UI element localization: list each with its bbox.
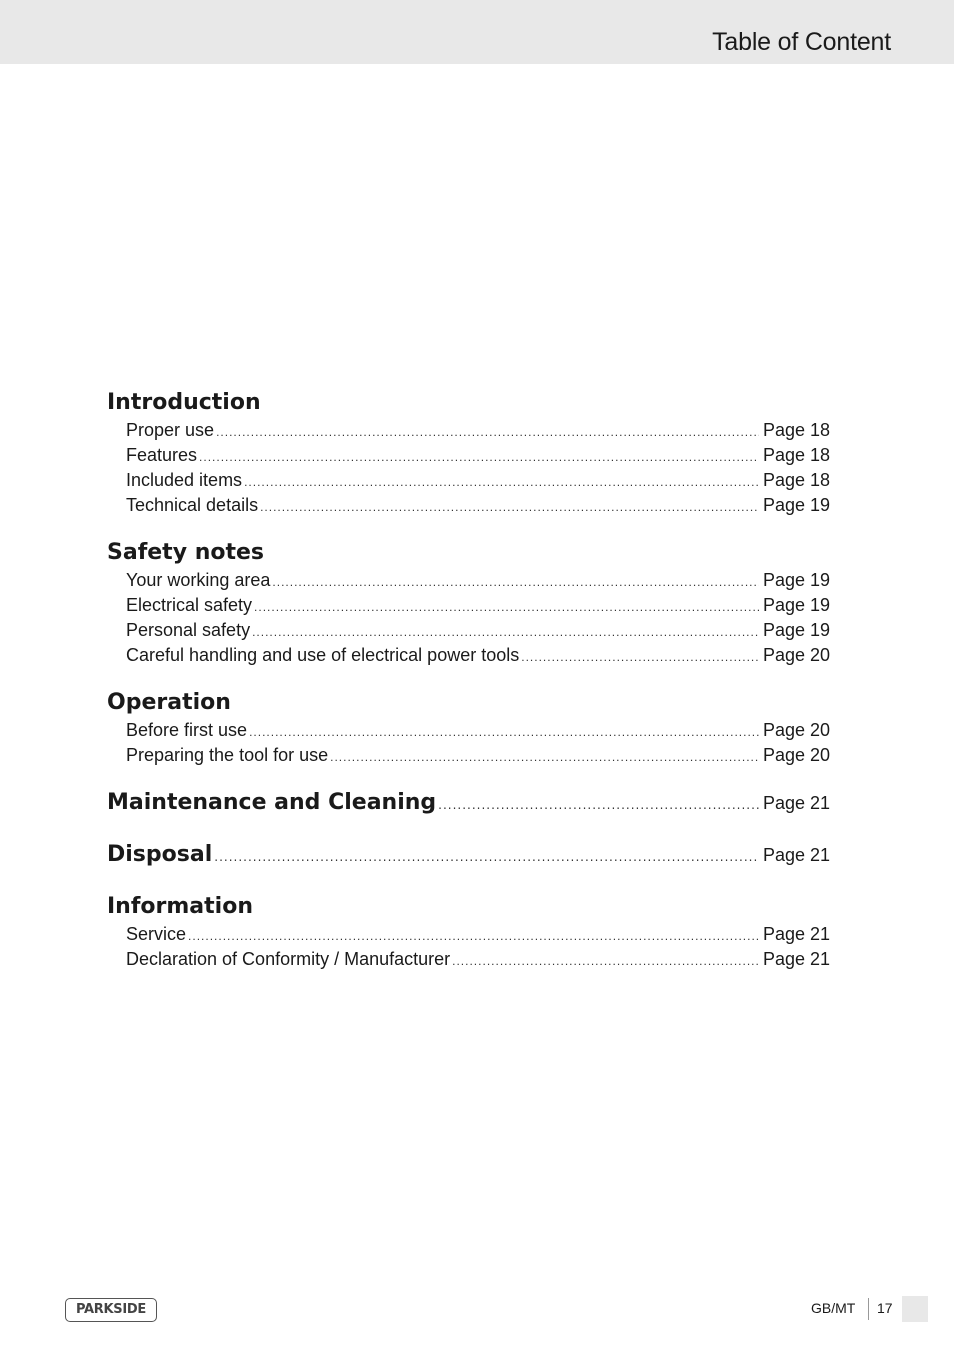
toc-entry-page: Page 20 (762, 720, 830, 740)
toc-entry-label: Your working area (126, 570, 271, 590)
section-heading[interactable]: Safety notes (107, 540, 265, 565)
toc-entry-page: Page 21 (762, 793, 830, 813)
toc-entry-label: Proper use (126, 420, 215, 440)
toc-entry-page: Page 21 (762, 924, 830, 944)
dot-leader (438, 790, 759, 820)
section-heading[interactable]: Information (107, 894, 253, 919)
dot-leader (330, 745, 759, 770)
toc-entry[interactable] (126, 922, 830, 947)
toc-entry[interactable] (126, 443, 830, 468)
toc-entry[interactable] (126, 568, 830, 593)
section-introduction (107, 388, 830, 518)
toc-entry-page: Page 19 (762, 595, 830, 615)
dot-leader (252, 620, 759, 645)
toc-entry-label: Service (126, 924, 187, 944)
section-maintenance[interactable] (107, 788, 830, 818)
section-operation (107, 688, 830, 768)
toc-entry-page: Page 18 (762, 445, 830, 465)
dot-leader (244, 470, 759, 495)
footer-tab-marker (902, 1296, 928, 1322)
toc-entry-label: Included items (126, 470, 243, 490)
section-disposal[interactable] (107, 840, 830, 870)
toc-entry-page: Page 18 (762, 420, 830, 440)
toc-entry-label: Features (126, 445, 198, 465)
parkside-logo: PARKSIDE (65, 1298, 157, 1322)
dot-leader (260, 495, 759, 520)
dot-leader (272, 570, 759, 595)
dot-leader (249, 720, 759, 745)
language-code: GB/MT (811, 1300, 856, 1316)
toc-entry[interactable] (126, 947, 830, 972)
toc-entry-page: Page 20 (762, 645, 830, 665)
section-heading[interactable]: Operation (107, 690, 231, 715)
toc-entry[interactable] (126, 418, 830, 443)
toc-entry-page: Page 20 (762, 745, 830, 765)
toc-entry-label: Preparing the tool for use (126, 745, 329, 765)
section-heading: Maintenance and Cleaning (107, 790, 437, 815)
toc-entry-page: Page 19 (762, 570, 830, 590)
dot-leader (199, 445, 759, 470)
toc-entry-label: Declaration of Conformity / Manufacturer (126, 949, 451, 969)
toc-entry[interactable] (126, 743, 830, 768)
toc-entry[interactable] (126, 493, 830, 518)
dot-leader (452, 949, 759, 974)
footer-divider (868, 1298, 869, 1320)
dot-leader (214, 842, 759, 872)
section-safety-notes (107, 538, 830, 668)
toc-entry-page: Page 21 (762, 845, 830, 865)
page-number: 17 (877, 1300, 893, 1316)
toc-entry-label: Careful handling and use of electrical power tools (126, 645, 520, 665)
dot-leader (254, 595, 759, 620)
header-bar (0, 0, 954, 64)
page-title: Table of Content (712, 28, 891, 56)
toc-entry-page: Page 18 (762, 470, 830, 490)
toc-entry-label: Electrical safety (126, 595, 253, 615)
toc-entry-page: Page 19 (762, 495, 830, 515)
table-of-contents (107, 388, 830, 992)
dot-leader (188, 924, 759, 949)
section-heading: Disposal (107, 842, 213, 867)
section-information (107, 892, 830, 972)
toc-entry-label: Before first use (126, 720, 248, 740)
toc-entry[interactable] (126, 618, 830, 643)
section-heading[interactable]: Introduction (107, 390, 261, 415)
toc-entry-label: Personal safety (126, 620, 251, 640)
dot-leader (521, 645, 759, 670)
toc-entry-page: Page 21 (762, 949, 830, 969)
toc-entry-label: Technical details (126, 495, 259, 515)
dot-leader (216, 420, 759, 445)
toc-entry[interactable] (126, 718, 830, 743)
toc-entry-page: Page 19 (762, 620, 830, 640)
toc-entry[interactable] (126, 643, 830, 668)
toc-entry[interactable] (126, 468, 830, 493)
toc-entry[interactable] (126, 593, 830, 618)
